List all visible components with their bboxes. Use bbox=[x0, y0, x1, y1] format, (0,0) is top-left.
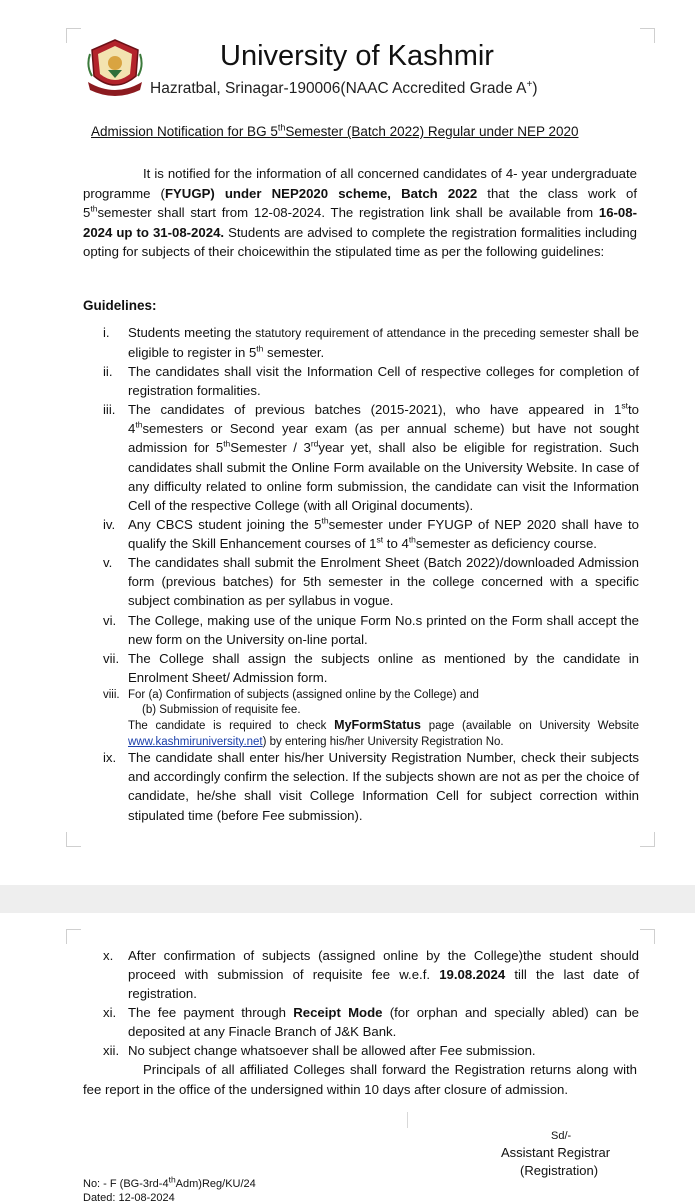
guideline-item: v. The candidates shall submit the Enrolment Sheet (Batch 2022)/downloaded Admission form (previous batches) for 5th semester in the college concerned with a specific subject combination as per syllabus in vogue. bbox=[103, 555, 639, 609]
crop-mark bbox=[66, 929, 81, 944]
guideline-item: vi. The College, making use of the unique Form No.s printed on the Form shall accept the new form on the University on-line portal. bbox=[103, 613, 639, 648]
university-address: Hazratbal, Srinagar-190006(NAAC Accredited Grade A+) bbox=[150, 78, 538, 97]
page-separator bbox=[0, 885, 695, 913]
fold-mark bbox=[407, 1112, 408, 1128]
reference-number: No: - F (BG-3rd-4thAdm)Reg/KU/24 bbox=[83, 1174, 256, 1190]
notification-title: Admission Notification for BG 5thSemester (Batch 2022) Regular under NEP 2020 bbox=[91, 122, 579, 139]
guideline-item: viii. For (a) Confirmation of subjects (assigned online by the College) and (b) Submission of requisite fee. The candidate is required to check MyFormStatus page (available on University Website www.kashmiruniversity.net) by entering his/her University Registration No. bbox=[103, 689, 639, 748]
crop-mark bbox=[640, 929, 655, 944]
crop-mark bbox=[640, 832, 655, 847]
document-page-2 bbox=[0, 913, 695, 1204]
guideline-item: iii. The candidates of previous batches (2015-2021), who have appeared in 1stto 4thsemesters or Second year exam (as per annual scheme) but have not sought admission for 5thSemester / 3rdyear yet, shall also be eligible for registration. Such candidates shall submit the Online Form available on the University Website. In case of any difficulty related to online form submission, the candidate can visit the Information Cell of the respective College (with all Original documents). bbox=[103, 400, 640, 514]
university-website-link[interactable]: www.kashmiruniversity.net bbox=[128, 735, 263, 748]
crop-mark bbox=[640, 28, 655, 43]
document-date: Dated: 12-08-2024 bbox=[83, 1192, 175, 1204]
guideline-item: xi. The fee payment through Receipt Mode (for orphan and specially abled) can be deposited at any Finacle Branch of J&K Bank. bbox=[103, 1005, 639, 1040]
intro-paragraph: It is notified for the information of all concerned candidates of 4- year undergraduate programme (FYUGP) under NEP2020 scheme, Batch 2022 that the class work of 5thsemester shall start from 12-08-2024. The registration link shall be available from 16-08-2024 up to 31-08-2024. Students are advised to complete the registration formalities including opting for subjects of their choicewithin the stipulated time as per the following guidelines: bbox=[83, 166, 637, 260]
guideline-item: ix. The candidate shall enter his/her University Registration Number, check their subjects and accordingly confirm the selection. If the subjects shown are not as per the choice of candidate, he/she shall visit College Information Cell for subject correction within stipulated time (before Fee submission). bbox=[103, 750, 639, 823]
signature-department: (Registration) bbox=[520, 1163, 599, 1178]
guideline-item: i. Students meeting the statutory requirement of attendance in the preceding semester shall be eligible to register in 5th semester. bbox=[103, 325, 639, 361]
signature-designation: Assistant Registrar bbox=[501, 1145, 611, 1160]
university-name: University of Kashmir bbox=[220, 40, 494, 72]
university-crest-logo bbox=[86, 36, 144, 100]
guideline-item: vii. The College shall assign the subjects online as mentioned by the candidate in Enrolment Sheet/ Admission form. bbox=[103, 651, 639, 686]
guideline-item: ii. The candidates shall visit the Information Cell of respective colleges for completion of registration formalities. bbox=[103, 364, 639, 399]
guidelines-heading: Guidelines: bbox=[83, 298, 157, 313]
closing-paragraph: Principals of all affiliated Colleges shall forward the Registration returns along with fee report in the office of the undersigned within 10 days after closure of admission. bbox=[83, 1062, 637, 1097]
guideline-item: iv. Any CBCS student joining the 5thsemester under FYUGP of NEP 2020 shall have to qualify the Skill Enhancement courses of 1st to 4thsemester as deficiency course. bbox=[103, 515, 639, 552]
crop-mark bbox=[66, 832, 81, 847]
crop-mark bbox=[66, 28, 81, 43]
guideline-item: xii. No subject change whatsoever shall be allowed after Fee submission. bbox=[103, 1043, 536, 1058]
signature-sd: Sd/- bbox=[551, 1130, 572, 1142]
guideline-item: x. After confirmation of subjects (assigned online by the College)the student should proceed with submission of requisite fee w.e.f. 19.08.2024 till the last date of registration. bbox=[103, 948, 639, 1002]
